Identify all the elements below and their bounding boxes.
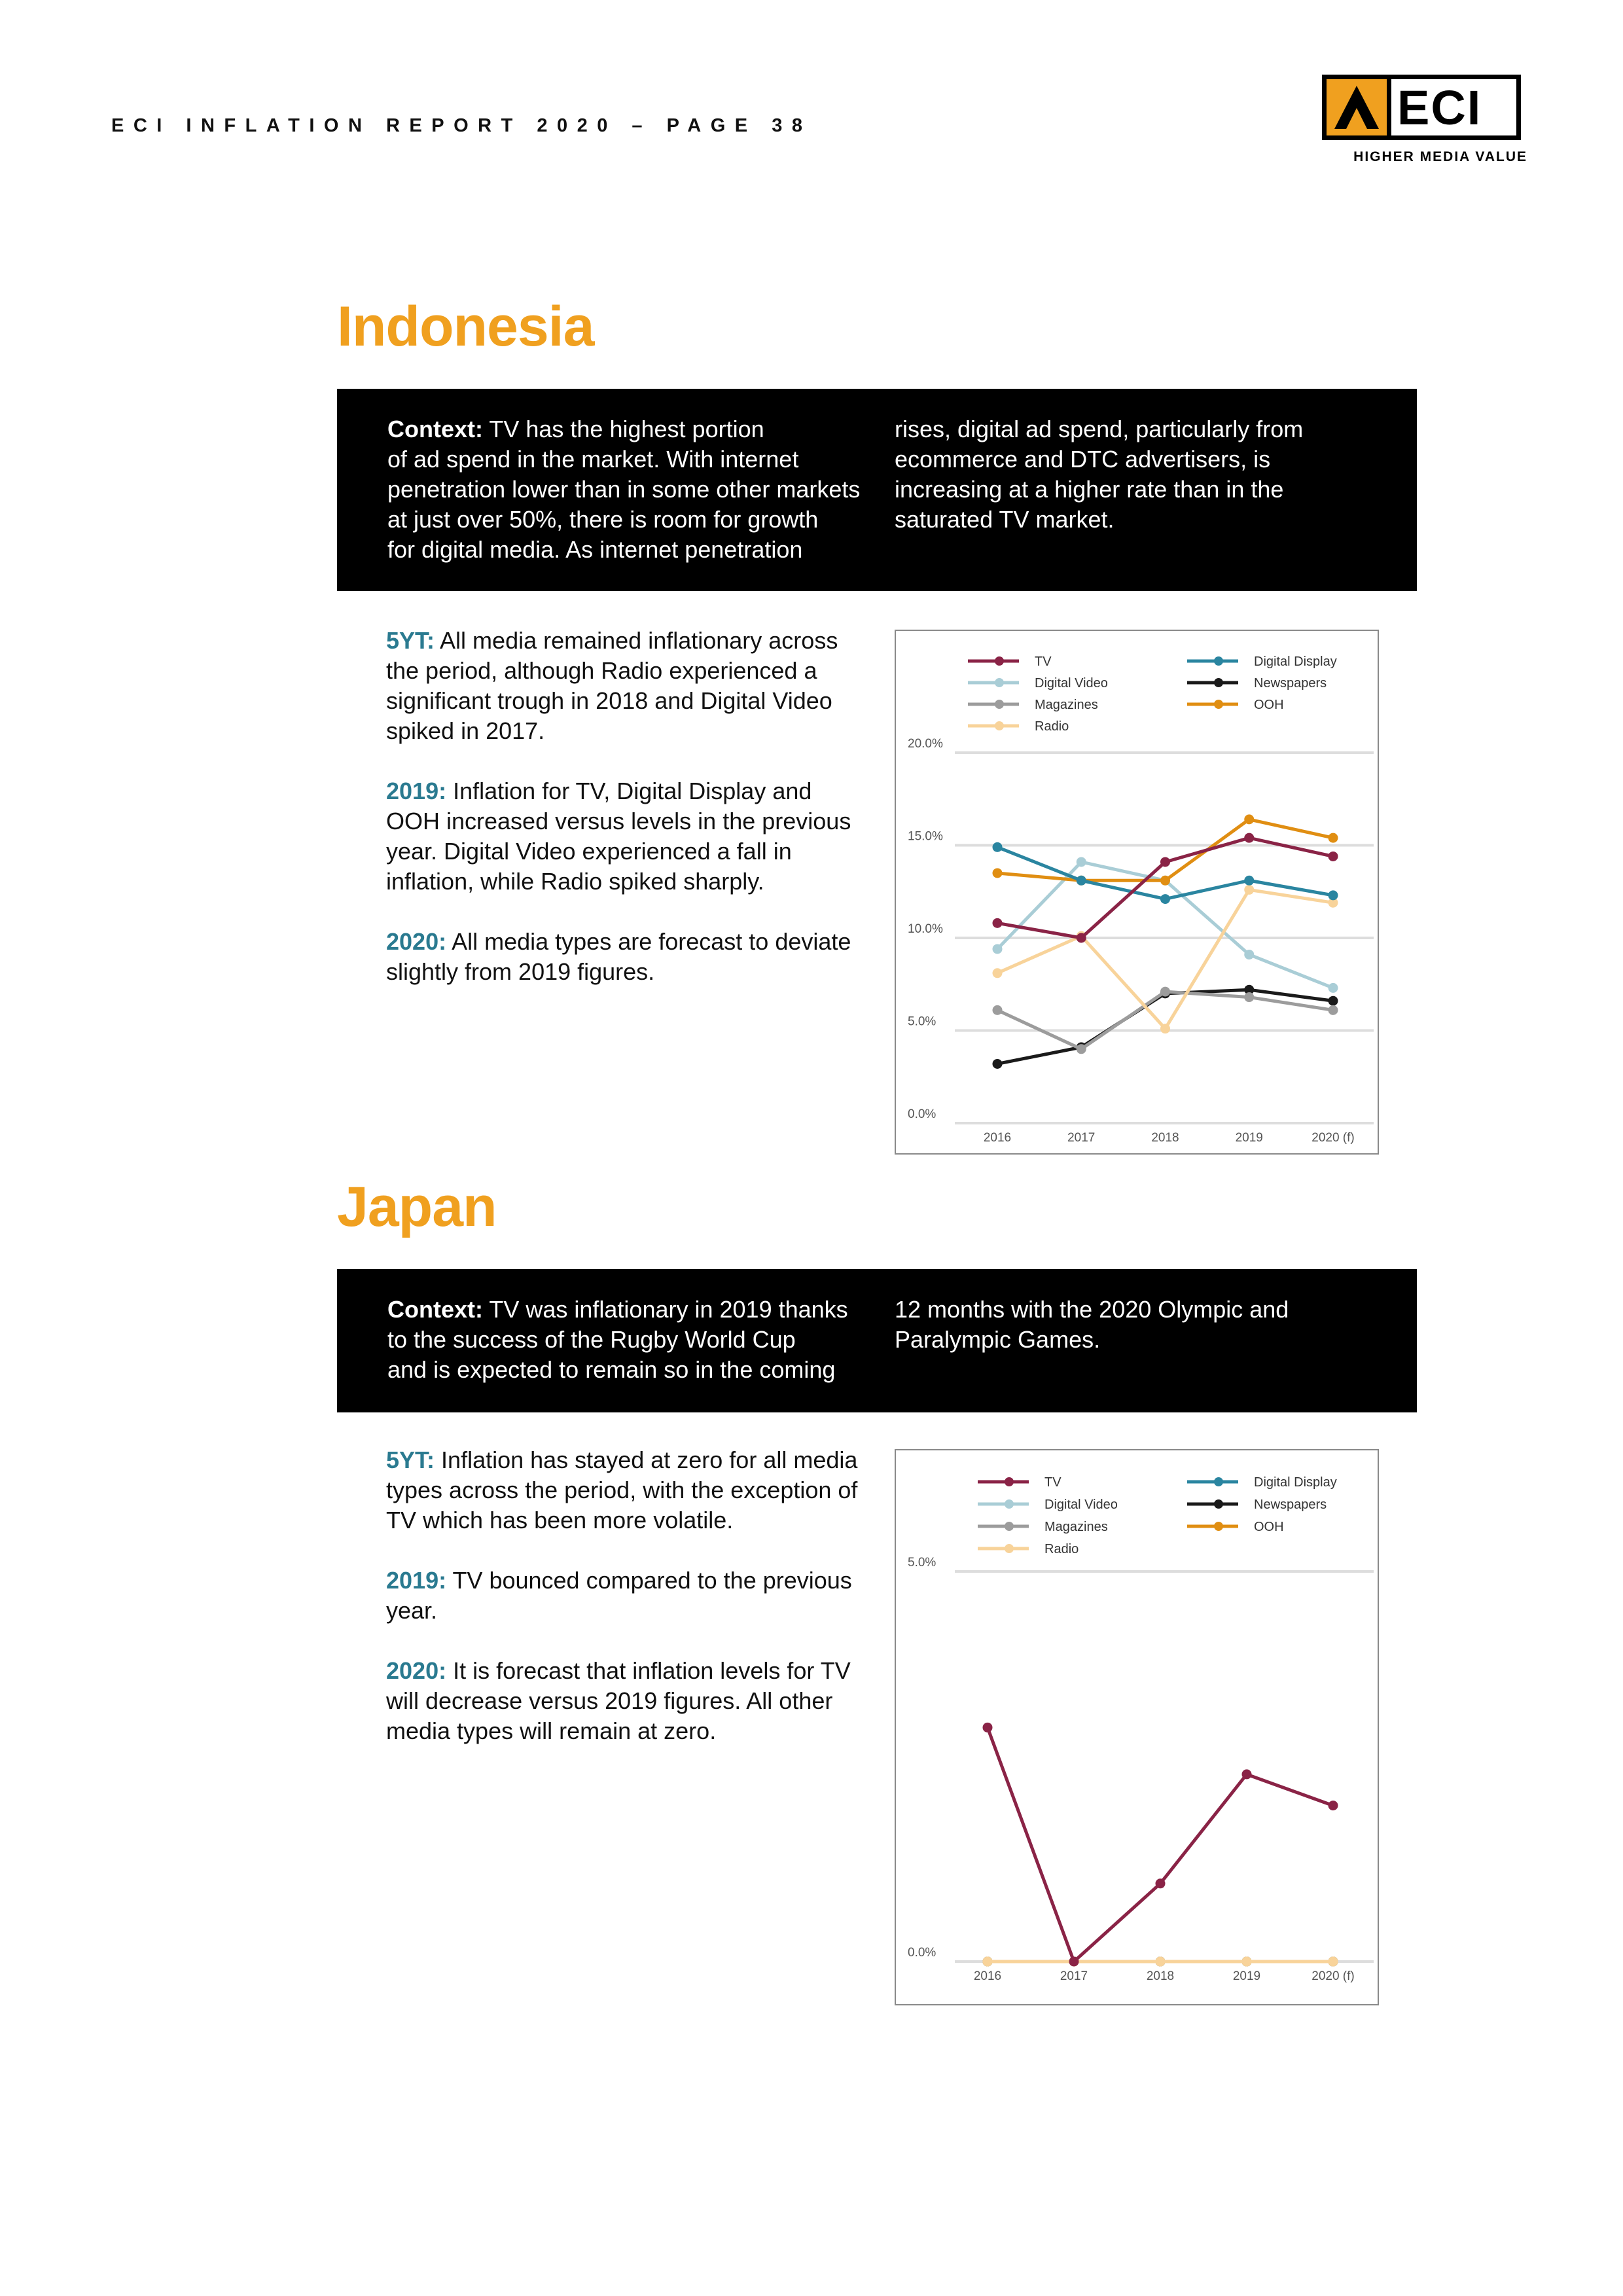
context-box-japan — [337, 1269, 1417, 1412]
legend-label: OOH — [1254, 1520, 1284, 1534]
paragraph-2019 — [386, 1566, 870, 1626]
data-point — [1329, 852, 1338, 861]
chart-japan — [895, 1449, 1379, 2005]
legend-marker — [1005, 1522, 1014, 1531]
legend-marker — [1005, 1499, 1014, 1509]
x-tick-label: 2016 — [973, 1969, 1002, 1983]
legend-label: Newspapers — [1254, 1498, 1327, 1512]
context-line: saturated TV market. — [895, 506, 1115, 533]
legend-marker — [995, 678, 1004, 687]
paragraph-line: media types will remain at zero. — [386, 1717, 717, 1744]
data-point — [1244, 885, 1254, 895]
y-tick-label: 0.0% — [908, 1107, 936, 1121]
data-point — [1244, 992, 1254, 1002]
series-line-tv — [988, 1727, 1333, 1962]
data-point — [983, 1957, 993, 1967]
context-line: rises, digital ad spend, particularly from — [895, 416, 1304, 442]
legend-marker — [1214, 1522, 1223, 1531]
chart-indonesia — [895, 630, 1379, 1155]
y-tick-label: 10.0% — [908, 922, 943, 936]
paragraph-line: TV which has been more volatile. — [386, 1507, 734, 1534]
context-text-left — [387, 1295, 891, 1385]
data-point — [1244, 814, 1254, 824]
legend-marker — [995, 656, 1004, 666]
section-title-japan: Japan — [337, 1175, 497, 1238]
paragraph-label: 2019: — [386, 1567, 447, 1594]
context-line: at just over 50%, there is room for growth — [387, 506, 819, 533]
legend-marker — [1214, 1477, 1223, 1486]
data-point — [993, 944, 1003, 954]
context-line: penetration lower than in some other markets — [387, 476, 861, 503]
data-point — [1077, 876, 1086, 886]
paragraph-line: TV bounced compared to the previous — [452, 1567, 852, 1594]
eci-logo — [1321, 72, 1530, 170]
paragraph-line: slightly from 2019 figures. — [386, 958, 655, 985]
data-point — [1329, 996, 1338, 1006]
legend-marker — [995, 721, 1004, 730]
data-point — [1160, 857, 1170, 867]
legend-label: Digital Display — [1254, 655, 1337, 669]
context-line: of ad spend in the market. With internet — [387, 446, 799, 473]
data-point — [983, 1723, 993, 1732]
paragraph-label: 2019: — [386, 778, 447, 804]
legend-label: TV — [1035, 655, 1052, 669]
paragraph-label: 2020: — [386, 1657, 447, 1684]
context-line: Paralympic Games. — [895, 1326, 1101, 1353]
data-point — [1329, 1801, 1338, 1810]
paragraph-5yt — [386, 1445, 870, 1535]
context-label: Context: — [387, 1296, 483, 1323]
data-point — [1242, 1957, 1252, 1967]
data-point — [1244, 833, 1254, 843]
series-line-digital-display — [997, 847, 1333, 899]
context-label: Context: — [387, 416, 483, 442]
context-line: increasing at a higher rate than in the — [895, 476, 1284, 503]
context-text-right — [895, 1295, 1392, 1355]
y-tick-label: 5.0% — [908, 1014, 936, 1029]
context-line: TV has the highest portion — [489, 416, 764, 442]
data-point — [1069, 1957, 1079, 1967]
data-point — [1077, 933, 1086, 943]
x-tick-label: 2017 — [1060, 1969, 1088, 1983]
y-tick-label: 0.0% — [908, 1946, 936, 1960]
paragraph-line: All media remained inflationary across — [440, 627, 838, 654]
context-line: 12 months with the 2020 Olympic and — [895, 1296, 1289, 1323]
paragraph-line: the period, although Radio experienced a — [386, 657, 817, 684]
data-point — [993, 918, 1003, 928]
context-line: TV was inflationary in 2019 thanks — [489, 1296, 848, 1323]
legend-marker — [1214, 678, 1223, 687]
context-line: and is expected to remain so in the coming — [387, 1356, 836, 1383]
chart-svg — [896, 1450, 1380, 2007]
data-point — [1160, 894, 1170, 904]
data-point — [993, 968, 1003, 978]
report-header: ECI INFLATION REPORT 2020 – PAGE 38 — [111, 115, 812, 136]
paragraph-line: All media types are forecast to deviate — [452, 928, 851, 955]
legend-label: Digital Video — [1044, 1498, 1118, 1512]
paragraph-line: spiked in 2017. — [386, 717, 545, 744]
context-text-left — [387, 414, 891, 565]
data-point — [1329, 1005, 1338, 1015]
logo-wordmark: ECI — [1397, 81, 1482, 135]
data-point — [1242, 1769, 1252, 1779]
data-point — [993, 1005, 1003, 1015]
paragraph-line: significant trough in 2018 and Digital Video — [386, 687, 832, 714]
legend-label: Newspapers — [1254, 676, 1327, 691]
series-line-ooh — [997, 819, 1333, 880]
x-tick-label: 2018 — [1151, 1131, 1179, 1145]
paragraph-line: types across the period, with the exception of — [386, 1477, 858, 1503]
paragraph-line: OOH increased versus levels in the previous — [386, 808, 851, 834]
data-point — [1077, 1044, 1086, 1054]
data-point — [993, 842, 1003, 852]
logo-tagline: HIGHER MEDIA VALUE — [1353, 149, 1527, 164]
x-tick-label: 2020 (f) — [1311, 1131, 1355, 1145]
chart-svg — [896, 631, 1380, 1156]
context-box-indonesia — [337, 389, 1417, 591]
paragraph-2020 — [386, 927, 870, 987]
context-line: ecommerce and DTC advertisers, is — [895, 446, 1271, 473]
legend-label: OOH — [1254, 698, 1284, 712]
data-point — [1160, 987, 1170, 997]
legend-marker — [1214, 1499, 1223, 1509]
legend-label: TV — [1044, 1475, 1061, 1490]
legend-label: Digital Display — [1254, 1475, 1337, 1490]
y-tick-label: 5.0% — [908, 1556, 936, 1570]
logo-box — [1322, 75, 1521, 140]
data-point — [1244, 950, 1254, 960]
data-point — [1329, 833, 1338, 843]
data-point — [1329, 890, 1338, 900]
context-line: for digital media. As internet penetration — [387, 536, 803, 563]
legend-marker — [995, 700, 1004, 709]
data-point — [1329, 983, 1338, 993]
legend-label: Radio — [1035, 719, 1069, 734]
data-point — [1244, 876, 1254, 886]
legend-label: Digital Video — [1035, 676, 1108, 691]
context-text-right — [895, 414, 1392, 535]
data-point — [1156, 1878, 1166, 1888]
logo-mark-icon — [1327, 79, 1391, 135]
legend-marker — [1005, 1477, 1014, 1486]
paragraph-line: It is forecast that inflation levels for TV — [453, 1657, 851, 1684]
commentary-japan — [386, 1445, 870, 1776]
x-tick-label: 2019 — [1232, 1969, 1261, 1983]
paragraph-2019 — [386, 776, 870, 897]
commentary-indonesia — [386, 626, 870, 1017]
paragraph-label: 5YT: — [386, 1446, 435, 1473]
x-tick-label: 2019 — [1235, 1131, 1263, 1145]
data-point — [1160, 876, 1170, 886]
legend-label: Radio — [1044, 1542, 1079, 1556]
legend-label: Magazines — [1044, 1520, 1108, 1534]
paragraph-line: year. — [386, 1597, 438, 1624]
paragraph-label: 2020: — [386, 928, 447, 955]
data-point — [993, 868, 1003, 878]
paragraph-label: 5YT: — [386, 627, 435, 654]
series-line-magazines — [997, 992, 1333, 1049]
context-line: to the success of the Rugby World Cup — [387, 1326, 796, 1353]
y-tick-label: 20.0% — [908, 737, 943, 751]
series-line-radio — [997, 889, 1333, 1028]
x-tick-label: 2020 (f) — [1311, 1969, 1355, 1983]
data-point — [1329, 1957, 1338, 1967]
data-point — [1077, 857, 1086, 867]
legend-marker — [1214, 700, 1223, 709]
section-title-indonesia: Indonesia — [337, 295, 594, 358]
paragraph-line: year. Digital Video experienced a fall in — [386, 838, 792, 865]
legend-label: Magazines — [1035, 698, 1098, 712]
data-point — [1160, 1024, 1170, 1033]
paragraph-line: Inflation for TV, Digital Display and — [453, 778, 812, 804]
x-tick-label: 2017 — [1067, 1131, 1096, 1145]
paragraph-line: inflation, while Radio spiked sharply. — [386, 868, 764, 895]
paragraph-line: Inflation has stayed at zero for all media — [441, 1446, 858, 1473]
legend-marker — [1214, 656, 1223, 666]
data-point — [993, 1059, 1003, 1069]
paragraph-5yt — [386, 626, 870, 746]
legend-marker — [1005, 1544, 1014, 1553]
paragraph-2020 — [386, 1656, 870, 1746]
x-tick-label: 2016 — [983, 1131, 1012, 1145]
x-tick-label: 2018 — [1146, 1969, 1175, 1983]
y-tick-label: 15.0% — [908, 829, 943, 844]
paragraph-line: will decrease versus 2019 figures. All other — [386, 1687, 833, 1714]
data-point — [1156, 1957, 1166, 1967]
